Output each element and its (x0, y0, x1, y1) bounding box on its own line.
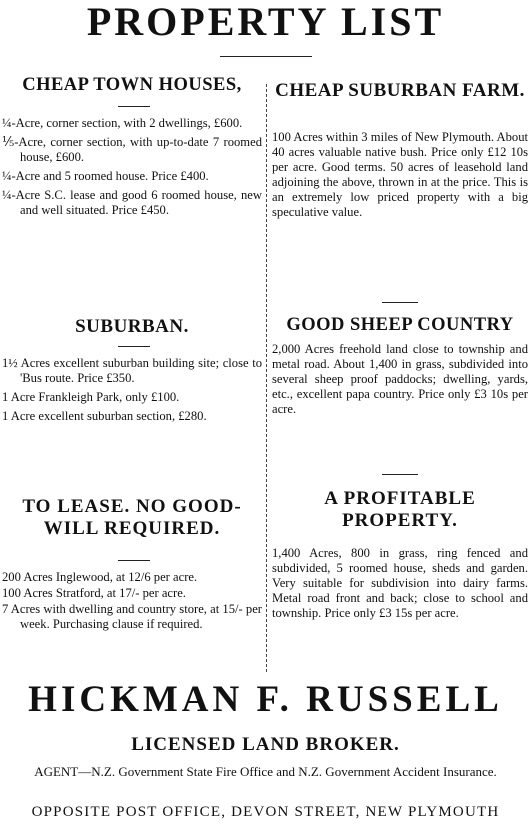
list-item: 1 Acre excellent suburban section, £280. (2, 408, 207, 423)
profitable-heading: A PROFITABLE PROPERTY. (324, 488, 476, 531)
list-item: 1 Acre Frankleigh Park, only £100. (2, 389, 180, 404)
list-item: 100 Acres Stratford, at 17/- per acre. (2, 585, 186, 600)
list-item: 1½ Acres excellent suburban building site; close to 'Bus route. Price £350. (2, 356, 262, 385)
town-houses-list (2, 116, 262, 221)
lease-heading: TO LEASE. NO GOOD-WILL REQUIRED. (22, 496, 242, 539)
section-rule (118, 346, 150, 347)
sheep-description: 2,000 Acres freehold land close to township and metal road. About 1,400 in grass, subdivided into several sheep proof paddocks; dwelling, yards, etc., excellent papa country. Price only £3 10s per acre. (272, 342, 528, 416)
list-item: ¼-Acre and 5 roomed house. Price £400. (2, 168, 209, 183)
suburban-heading: SUBURBAN. (75, 316, 189, 337)
sheep-text (272, 342, 528, 417)
list-item: 7 Acres with dwelling and country store, at 15/- per week. Purchasing clause if required. (2, 601, 262, 631)
list-item: ¼-Acre S.C. lease and good 6 roomed house, new and well situated. Price £450. (2, 187, 262, 217)
farm-heading: CHEAP SUBURBAN FARM. (275, 80, 525, 101)
agent-line: AGENT—N.Z. Government State Fire Office and N.Z. Government Accident Insurance. (34, 764, 497, 779)
broker-title: LICENSED LAND BROKER. (131, 734, 400, 755)
farm-description: 100 Acres within 3 miles of New Plymouth. About 40 acres valuable native bush. Price only £12 10s per acre. Good terms. 50 acres of leasehold land adjoining the above, thrown in at the price. This is an extremely low priced property with a big speculative value. (272, 130, 528, 219)
office-address: OPPOSITE POST OFFICE, DEVON STREET, NEW PLYMOUTH (31, 804, 500, 820)
profitable-description: 1,400 Acres, 800 in grass, ring fenced and subdivided, 5 roomed house, sheds and garden. Very suitable for subdivision into dairy farms. Metal road front and back; close to school and township. Price only £3 15s per acre. (272, 546, 528, 620)
column-divider (266, 84, 267, 672)
sheep-heading: GOOD SHEEP COUNTRY (286, 315, 514, 335)
section-rule (382, 474, 418, 475)
section-rule (118, 560, 150, 561)
lease-list (2, 570, 262, 633)
list-item: ¼-Acre, corner section, with 2 dwellings, £600. (2, 116, 243, 130)
list-item: 200 Acres Inglewood, at 12/6 per acre. (2, 570, 198, 584)
section-rule (118, 106, 150, 107)
farm-text (272, 130, 528, 219)
suburban-list (2, 356, 262, 428)
broker-name: HICKMAN F. RUSSELL (28, 679, 503, 720)
section-rule (382, 302, 418, 303)
page-title: PROPERTY LIST (86, 0, 445, 44)
profitable-text (272, 546, 528, 621)
town-houses-heading: CHEAP TOWN HOUSES, (22, 75, 242, 95)
title-rule (220, 56, 312, 57)
list-item: ⅕-Acre, corner section, with up-to-date 7 roomed house, £600. (2, 134, 262, 164)
